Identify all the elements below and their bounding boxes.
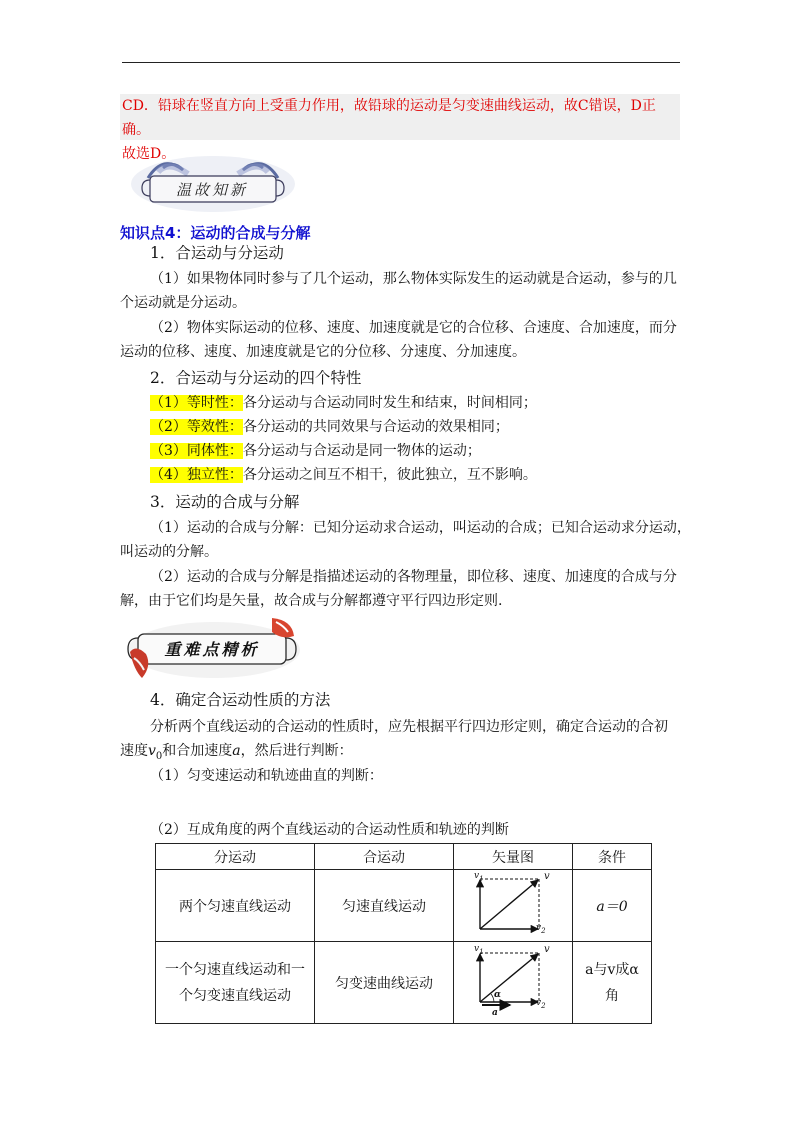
table-header-row [156, 844, 652, 870]
s4-p3: （2）互成角度的两个直线运动的合运动性质和轨迹的判断 [150, 822, 509, 838]
label-v2: $v_2$ [536, 997, 546, 1010]
table-row [156, 942, 652, 1024]
s3-p2-line1: （2）运动的合成与分解是指描述运动的各物理量，即位移、速度、加速度的合成与分 [150, 569, 677, 585]
s4-p2: （1）匀变速运动和轨迹曲直的判断： [150, 768, 383, 784]
table-row [156, 870, 652, 942]
s1-p2-line1: （2）物体实际运动的位移、速度、加速度就是它的合位移、合速度、合加速度，而分 [150, 320, 677, 336]
sub-motion-line-2: 个匀变速直线运动 [179, 987, 291, 1004]
s2-item-3 [150, 439, 481, 463]
s4-title: 4．确定合运动性质的方法 [150, 691, 331, 709]
s2-title: 2．合运动与分运动的四个特性 [150, 369, 362, 387]
cell-condition [573, 870, 652, 942]
s3-title: 3．运动的合成与分解 [150, 493, 300, 511]
cell-sub-motion [156, 942, 315, 1024]
s2-item-2-label: （2）等效性： [150, 419, 243, 435]
cell-combined-motion: 匀速直线运动 [315, 870, 454, 942]
s4-text: 和合加速度 [162, 743, 233, 759]
header-cell: 分运动 [156, 844, 315, 870]
s2-item-1 [150, 391, 537, 415]
s2-item-1-label: （1）等时性： [150, 395, 243, 411]
banner-review-text: 温故知新 [175, 181, 248, 199]
s1-p1-line1: （1）如果物体同时参与了几个运动，那么物体实际发生的运动就是合运动，参与的几 [150, 271, 677, 287]
header-rule [122, 62, 680, 63]
condition-text: a＝0 [596, 898, 628, 915]
header-cell: 条件 [573, 844, 652, 870]
label-v: v [544, 943, 550, 955]
answer-line-1: CD．铅球在竖直方向上受重力作用，故铅球的运动是匀变速曲线运动，故C错误，D正确。 [122, 98, 656, 138]
banner-review [128, 152, 298, 216]
s2-item-4 [150, 463, 537, 487]
banner-key-points [122, 614, 302, 682]
s1-p1-line2: 个运动就是分运动。 [120, 295, 246, 311]
s4-text: 速度 [120, 743, 148, 759]
s1-p2-line2: 运动的位移、速度、加速度就是它的分位移、分速度、分加速度。 [120, 344, 526, 360]
cell-vector-diagram [454, 870, 573, 942]
section-heading: 知识点4：运动的合成与分解 [120, 224, 311, 242]
cell-condition [573, 942, 652, 1024]
cell-sub-motion: 两个匀速直线运动 [156, 870, 315, 942]
label-v2: $v_2$ [536, 922, 546, 935]
label-a: a [492, 1007, 498, 1018]
label-v: v [544, 870, 550, 882]
answer-block [120, 94, 680, 162]
s2-item-2 [150, 415, 509, 439]
s2-item-3-text: 各分运动与合运动是同一物体的运动； [242, 443, 481, 459]
symbol-v: v [148, 743, 156, 759]
s4-p1-line1: 分析两个直线运动的合运动的性质时，应先根据平行四边形定则，确定合运动的合初 [150, 719, 668, 735]
s3-p1-line1: （1）运动的合成与分解：已知分运动求合运动，叫运动的合成；已知合运动求分运动， [150, 520, 691, 536]
label-v1: $v_1$ [474, 943, 484, 956]
cell-vector-diagram [454, 942, 573, 1024]
condition-line-2: 角 [605, 987, 619, 1004]
subscript: 0 [155, 750, 163, 762]
s3-p1-line2: 叫运动的分解。 [120, 544, 218, 560]
condition-line-1: a与v成α [585, 961, 639, 978]
s2-item-4-text: 各分运动之间互不相干，彼此独立，互不影响。 [242, 467, 537, 483]
label-alpha: α [494, 989, 501, 1000]
cell-combined-motion: 匀变速曲线运动 [315, 942, 454, 1024]
label-v1: $v_1$ [474, 870, 484, 883]
symbol-a: a [232, 743, 241, 759]
banner-key-points-text: 重难点精析 [164, 640, 260, 659]
s1-title: 1．合运动与分运动 [150, 244, 284, 262]
s4-text: ，然后进行判断： [240, 743, 353, 759]
s3-p2-line2: 解，由于它们均是矢量，故合成与分解都遵守平行四边形定则. [120, 593, 503, 609]
s2-item-4-label: （4）独立性： [150, 467, 243, 483]
header-cell: 合运动 [315, 844, 454, 870]
s2-item-2-text: 各分运动的共同效果与合运动的效果相同； [242, 419, 509, 435]
s2-item-3-label: （3）同体性： [150, 443, 243, 459]
motion-table [155, 843, 652, 1024]
header-cell: 矢量图 [454, 844, 573, 870]
s2-item-1-text: 各分运动与合运动同时发生和结束，时间相同； [242, 395, 537, 411]
answer-line-2: 故选D。 [122, 146, 176, 162]
sub-motion-line-1: 一个匀速直线运动和一 [165, 961, 305, 978]
